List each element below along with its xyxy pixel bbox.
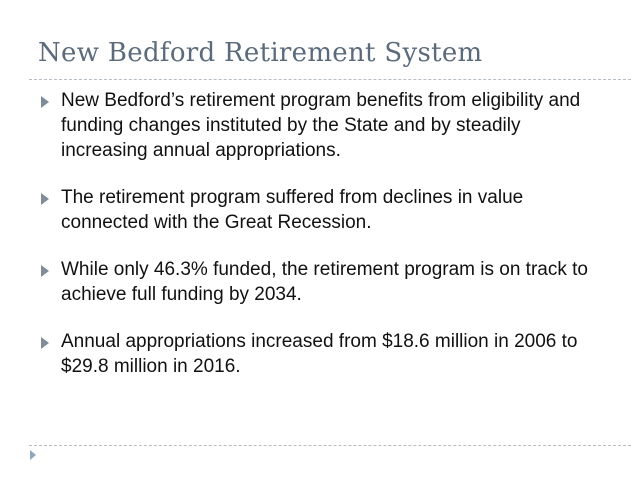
bullet-triangle-icon: [41, 96, 49, 108]
slide-title: New Bedford Retirement System: [38, 38, 483, 68]
corner-triangle-icon: [30, 450, 36, 460]
bullet-item: [0, 257, 638, 307]
bullet-triangle-icon: [41, 193, 49, 205]
bullet-text: Annual appropriations increased from $18.6 million in 2006 to $29.8 million in 2016.: [61, 331, 578, 377]
bullet-list: [0, 88, 638, 401]
bullet-item: [0, 88, 638, 163]
bullet-item: [0, 329, 638, 379]
bullet-text: New Bedford’s retirement program benefits from eligibility and funding changes instituted by the State and by steadily increasing annual appropriations.: [61, 90, 581, 161]
footer-divider: [29, 445, 631, 446]
bullet-text: While only 46.3% funded, the retirement program is on track to achieve full funding by 2034.: [61, 259, 588, 305]
bullet-text: The retirement program suffered from declines in value connected with the Great Recession.: [61, 187, 524, 233]
bullet-triangle-icon: [41, 337, 49, 349]
title-divider: [29, 79, 631, 80]
bullet-triangle-icon: [41, 265, 49, 277]
bullet-item: [0, 185, 638, 235]
